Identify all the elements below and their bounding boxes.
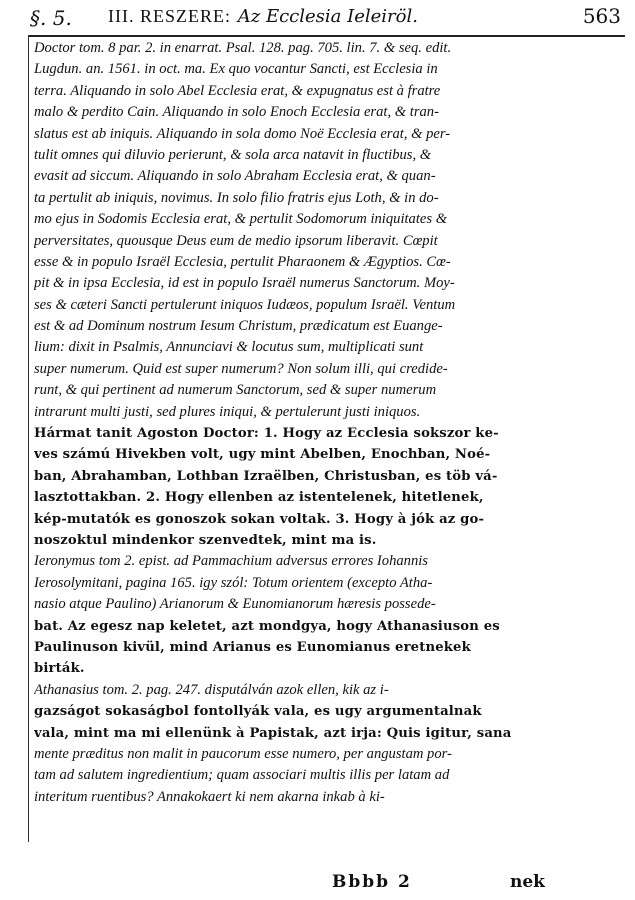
text-line: perversitates, quousque Deus eum de medio ipsorum liberavit. Cœpit bbox=[34, 232, 438, 249]
text-line: mo ejus in Sodomis Ecclesia erat, & pertulit Sodomorum iniquitates & bbox=[34, 211, 448, 228]
text-line: lasztottakban. 2. Hogy ellenben az istentelenek, hitetlenek, bbox=[34, 490, 484, 506]
text-line: mente præditus non malit in paucorum esse numero, per angustam por- bbox=[34, 745, 452, 762]
text-line: Ierosolymitani, pagina 165. igy szól: Totum orientem (excepto Atha- bbox=[34, 574, 433, 591]
text-line: slatus est ab iniquis. Aliquando in sola domo Noë Ecclesia erat, & per- bbox=[34, 125, 451, 142]
text-line: gazságot sokaságbol fontollyák vala, es ugy argumentalnak bbox=[34, 704, 482, 720]
text-line: nasio atque Paulino) Arianorum & Eunomianorum hæresis possede- bbox=[34, 596, 436, 613]
text-line: lium: dixit in Psalmis, Annunciavi & locutus sum, multiplicati sunt bbox=[34, 339, 424, 356]
text-line: ta pertulit ab iniquis, novimus. In solo filio fratris ejus Loth, & in do- bbox=[34, 189, 439, 206]
topic-label: Az Ecclesia Ieleiröl. bbox=[237, 6, 418, 27]
text-line: noszoktul mindenkor szenvedtek, mint ma is. bbox=[34, 532, 377, 548]
signature-mark: Bbbb 2 bbox=[332, 872, 412, 892]
text-line: Paulinuson kivül, mind Arianus es Eunomianus eretnekek bbox=[34, 639, 471, 655]
text-line: birták. bbox=[34, 661, 85, 677]
text-line: Athanasius tom. 2. pag. 247. disputálván azok ellen, kik az i- bbox=[34, 681, 389, 698]
text-line: bat. Az egesz nap keletet, azt mondgya, hogy Athanasiuson es bbox=[34, 618, 500, 634]
text-line: runt, & qui pertinent ad numerum Sanctorum, sed & super numerum bbox=[34, 382, 437, 399]
text-line: intrarunt multi justi, sed plures iniqui, & pertulerunt justi iniquos. bbox=[34, 403, 421, 420]
text-line: Doctor tom. 8 par. 2. in enarrat. Psal. 128. pag. 705. lin. 7. & seq. edit. bbox=[34, 40, 452, 56]
text-line: malo & perdito Cain. Aliquando in solo Enoch Ecclesia erat, & tran- bbox=[34, 104, 439, 121]
margin-rule bbox=[28, 35, 29, 842]
text-line: super numerum. Quid est super numerum? Non solum illi, qui credide- bbox=[34, 360, 448, 377]
text-line: tam ad salutem ingredientium; quam associari multis illis per latam ad bbox=[34, 767, 450, 784]
running-title bbox=[108, 6, 418, 27]
text-line: Hármat tanit Agoston Doctor: 1. Hogy az Ecclesia sokszor ke- bbox=[34, 426, 499, 442]
text-line: vala, mint ma mi ellenünk à Papistak, azt irja: Quis igitur, sana bbox=[34, 725, 512, 741]
part-label: III. RESZERE: bbox=[108, 6, 231, 26]
page-footer bbox=[0, 868, 635, 896]
text-line: kép-mutatók es gonoszok sokan voltak. 3. Hogy à jók az go- bbox=[34, 511, 485, 527]
text-line: ban, Abrahamban, Lothban Izraëlben, Christusban, es töb vá- bbox=[34, 468, 498, 484]
text-line: Lugdun. an. 1561. in oct. ma. Ex quo vocantur Sancti, est Ecclesia in bbox=[34, 61, 438, 78]
catchword: nek bbox=[510, 872, 545, 892]
text-line: ves számú Hivekben volt, ugy mint Abelben, Enochban, Noé- bbox=[34, 447, 491, 463]
text-line: evasit ad siccum. Aliquando in solo Abraham Ecclesia erat, & quan- bbox=[34, 168, 436, 185]
text-line: ses & cæteri Sancti pertulerunt iniquos Iudæos, populum Israël. Ventum bbox=[34, 296, 456, 313]
page-number: 563 bbox=[582, 4, 621, 28]
header-rule bbox=[28, 35, 625, 37]
text-line: Ieronymus tom 2. epist. ad Pammachium adversus errores Iohannis bbox=[34, 553, 428, 570]
text-line: pit & in ipsa Ecclesia, id est in populo Israël numerus Sanctorum. Moy- bbox=[34, 275, 455, 292]
section-mark: §. 5. bbox=[30, 6, 72, 30]
text-line: tulit omnes qui diluvio perierunt, & sola arca natavit in fluctibus, & bbox=[34, 146, 432, 163]
text-body bbox=[34, 38, 624, 808]
text-line: esse & in populo Israël Ecclesia, pertulit Pharaonem & Ægyptios. Cœ- bbox=[34, 253, 451, 270]
text-line: interitum ruentibus? Annakokaert ki nem akarna inkab à ki- bbox=[34, 788, 385, 805]
running-header bbox=[0, 0, 635, 36]
text-line: est & ad Dominum nostrum Iesum Christum, prædicatum est Euange- bbox=[34, 318, 443, 335]
text-line: terra. Aliquando in solo Abel Ecclesia erat, & expugnatus est à fratre bbox=[34, 82, 441, 99]
